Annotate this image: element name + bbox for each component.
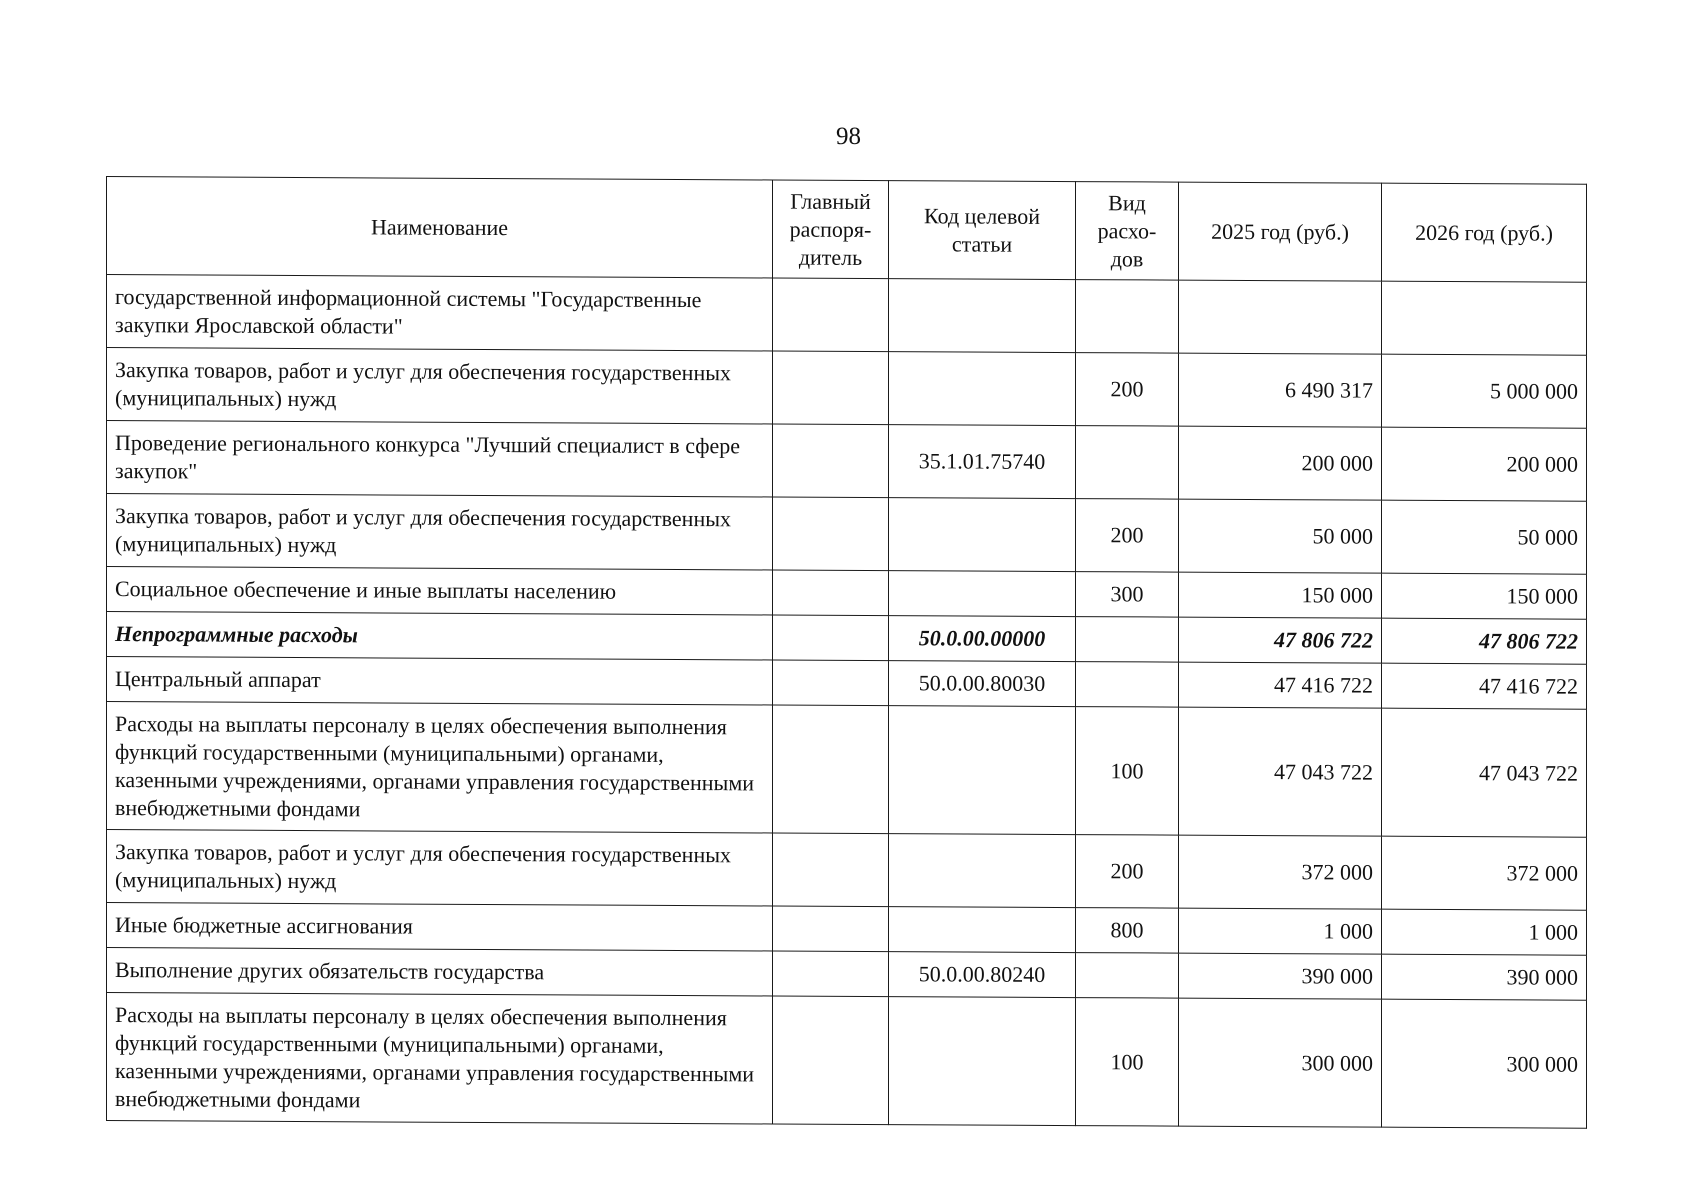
row-name: Выполнение других обязательств государства xyxy=(107,948,773,996)
row-glavny xyxy=(773,833,889,907)
row-vid: 200 xyxy=(1076,499,1179,573)
table-row xyxy=(107,702,1587,838)
page-number: 98 xyxy=(836,123,861,150)
row-kod xyxy=(889,907,1076,953)
header-name: Наименование xyxy=(107,177,773,278)
row-kod xyxy=(889,279,1076,353)
row-vid xyxy=(1076,426,1179,500)
table-row xyxy=(107,903,1587,956)
row-vid: 200 xyxy=(1076,835,1179,909)
row-2026: 47 806 722 xyxy=(1382,618,1587,664)
row-kod xyxy=(889,706,1076,835)
row-name: Закупка товаров, работ и услуг для обеспечения государственных (муниципальных) нужд xyxy=(107,494,773,570)
row-vid: 100 xyxy=(1076,998,1179,1127)
row-name: государственной информационной системы "Государственные закупки Ярославской области" xyxy=(107,275,773,351)
row-vid: 800 xyxy=(1076,908,1179,954)
row-2025: 47 043 722 xyxy=(1179,707,1382,836)
header-2025: 2025 год (руб.) xyxy=(1179,182,1382,281)
row-name: Социальное обеспечение и иные выплаты населению xyxy=(107,567,773,615)
row-vid xyxy=(1076,662,1179,708)
row-2025: 47 416 722 xyxy=(1179,662,1382,708)
row-2025: 47 806 722 xyxy=(1179,617,1382,663)
table-row xyxy=(107,494,1587,575)
table-row xyxy=(107,657,1587,710)
row-2026: 390 000 xyxy=(1382,954,1587,1000)
row-name: Закупка товаров, работ и услуг для обеспечения государственных (муниципальных) нужд xyxy=(107,348,773,424)
row-vid xyxy=(1076,280,1179,354)
row-vid: 100 xyxy=(1076,707,1179,836)
row-vid xyxy=(1076,617,1179,663)
row-kod: 50.0.00.80030 xyxy=(889,661,1076,707)
row-2026: 372 000 xyxy=(1382,836,1587,910)
row-name: Расходы на выплаты персоналу в целях обеспечения выполнения функций государственными (муниципальными) органами, казенными учреждениями, органами управления государственными внебюджетными фондами xyxy=(107,993,773,1124)
table-row xyxy=(107,421,1587,502)
row-2025: 1 000 xyxy=(1179,908,1382,954)
row-glavny xyxy=(773,996,889,1125)
row-2025: 390 000 xyxy=(1179,953,1382,999)
row-2025: 300 000 xyxy=(1179,998,1382,1127)
row-kod xyxy=(889,571,1076,617)
row-name: Закупка товаров, работ и услуг для обеспечения государственных (муниципальных) нужд xyxy=(107,830,773,906)
row-kod xyxy=(889,834,1076,908)
header-row xyxy=(107,177,1587,283)
row-2026: 1 000 xyxy=(1382,909,1587,955)
table-row xyxy=(107,348,1587,429)
row-name: Проведение регионального конкурса "Лучший специалист в сфере закупок" xyxy=(107,421,773,497)
row-2026: 200 000 xyxy=(1382,427,1587,501)
row-2025: 150 000 xyxy=(1179,572,1382,618)
row-2025 xyxy=(1179,280,1382,354)
header-vid: Вид расхо-дов xyxy=(1076,182,1179,281)
table-row xyxy=(107,612,1587,665)
row-2025: 200 000 xyxy=(1179,426,1382,500)
table-row xyxy=(107,275,1587,356)
row-kod xyxy=(889,997,1076,1126)
row-vid xyxy=(1076,953,1179,999)
row-glavny xyxy=(773,615,889,661)
row-glavny xyxy=(773,705,889,834)
header-glavny: Главный распоря-дитель xyxy=(773,180,889,279)
row-glavny xyxy=(773,497,889,571)
row-2026: 50 000 xyxy=(1382,500,1587,574)
row-2025: 6 490 317 xyxy=(1179,353,1382,427)
table-row xyxy=(107,830,1587,911)
row-glavny xyxy=(773,424,889,498)
row-glavny xyxy=(773,570,889,616)
row-glavny xyxy=(773,278,889,352)
header-kod: Код целевой статьи xyxy=(889,181,1076,280)
row-vid: 200 xyxy=(1076,353,1179,427)
row-glavny xyxy=(773,351,889,425)
row-glavny xyxy=(773,906,889,952)
row-2026: 150 000 xyxy=(1382,573,1587,619)
row-kod xyxy=(889,352,1076,426)
row-2026: 47 043 722 xyxy=(1382,708,1587,837)
row-vid: 300 xyxy=(1076,572,1179,618)
row-name: Иные бюджетные ассигнования xyxy=(107,903,773,951)
row-name: Центральный аппарат xyxy=(107,657,773,705)
row-name: Непрограммные расходы xyxy=(107,612,773,660)
row-kod xyxy=(889,498,1076,572)
row-2026 xyxy=(1382,281,1587,355)
table-row xyxy=(107,948,1587,1001)
row-kod: 35.1.01.75740 xyxy=(889,425,1076,499)
header-2026: 2026 год (руб.) xyxy=(1382,183,1587,282)
row-2025: 372 000 xyxy=(1179,835,1382,909)
table-row xyxy=(107,567,1587,620)
row-kod: 50.0.00.00000 xyxy=(889,616,1076,662)
row-kod: 50.0.00.80240 xyxy=(889,952,1076,998)
row-glavny xyxy=(773,951,889,997)
row-2025: 50 000 xyxy=(1179,499,1382,573)
row-2026: 300 000 xyxy=(1382,999,1587,1128)
budget-table xyxy=(106,176,1587,1129)
row-2026: 5 000 000 xyxy=(1382,354,1587,428)
row-glavny xyxy=(773,660,889,706)
table-row xyxy=(107,993,1587,1129)
row-name: Расходы на выплаты персоналу в целях обеспечения выполнения функций государственными (муниципальными) органами, казенными учреждениями, органами управления государственными внебюджетными фондами xyxy=(107,702,773,833)
row-2026: 47 416 722 xyxy=(1382,663,1587,709)
